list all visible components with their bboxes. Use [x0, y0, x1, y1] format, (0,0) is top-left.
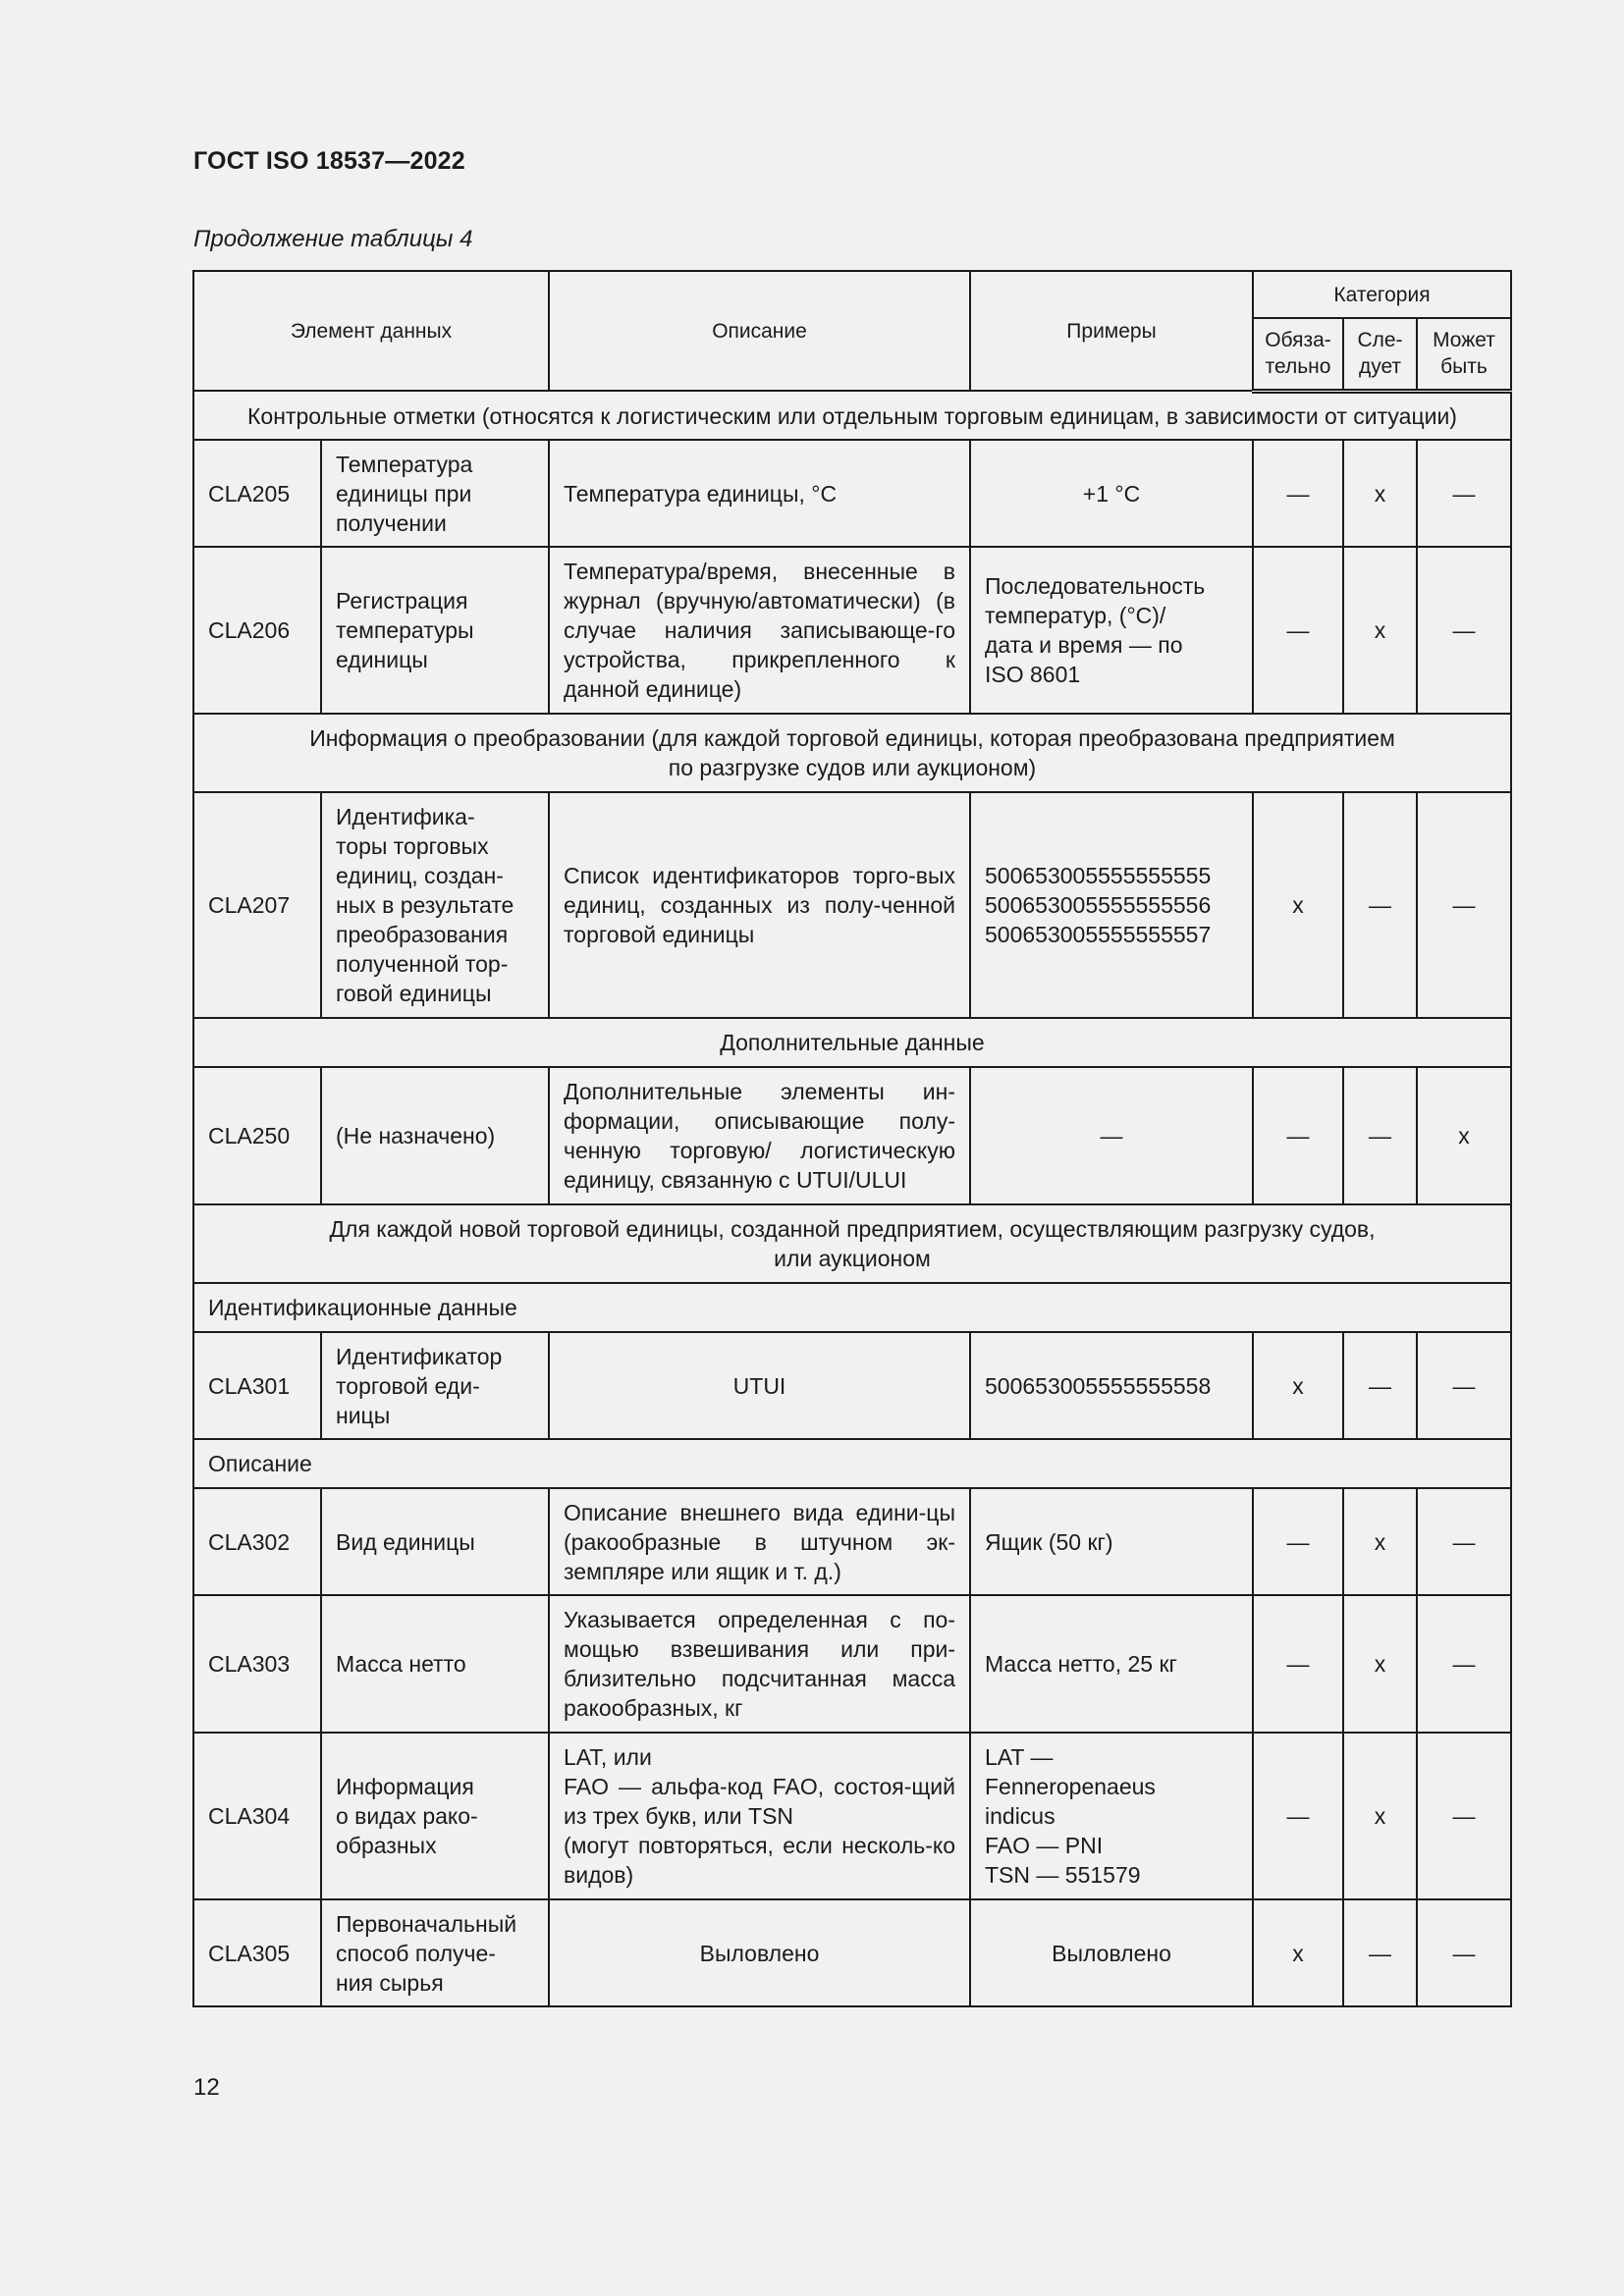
row-example: 500653005555555555 500653005555555556 500653005555555557 [970, 792, 1253, 1018]
row-mandatory: x [1253, 1332, 1343, 1439]
row-code: CLA250 [193, 1067, 321, 1204]
row-example: +1 °С [970, 440, 1253, 547]
table-row-cla304 [193, 1733, 1511, 1899]
row-should: x [1343, 1595, 1417, 1733]
row-mandatory: — [1253, 1595, 1343, 1733]
section-identification: Идентификационные данные [193, 1283, 1511, 1332]
row-name: Регистрация температуры единицы [321, 547, 549, 714]
section-row [193, 1204, 1511, 1283]
row-may: — [1417, 440, 1511, 547]
header-description: Описание [549, 271, 970, 391]
row-description: Выловлено [549, 1899, 970, 2006]
row-description: Список идентификаторов торго-вых единиц, созданных из полу-ченной торговой единицы [549, 792, 970, 1018]
row-name: Информация о видах рако- образных [321, 1733, 549, 1899]
table-row-cla205 [193, 440, 1511, 547]
row-mandatory: — [1253, 1488, 1343, 1595]
row-may: — [1417, 1488, 1511, 1595]
row-code: CLA205 [193, 440, 321, 547]
row-code: CLA305 [193, 1899, 321, 2006]
section-additional: Дополнительные данные [193, 1018, 1511, 1067]
header-examples: Примеры [970, 271, 1253, 391]
header-may: Может быть [1417, 318, 1511, 391]
row-code: CLA206 [193, 547, 321, 714]
row-name: Первоначальный способ получе- ния сырья [321, 1899, 549, 2006]
section-row [193, 391, 1511, 440]
row-example: LAT — Fenneropenaeus indicus FAO — PNI TSN — 551579 [970, 1733, 1253, 1899]
page-number: 12 [193, 2074, 220, 2101]
row-mandatory: x [1253, 792, 1343, 1018]
row-should: — [1343, 792, 1417, 1018]
header-mandatory: Обяза- тельно [1253, 318, 1343, 391]
row-name: Идентификатор торговой еди- ницы [321, 1332, 549, 1439]
header-category: Категория [1253, 271, 1511, 318]
header-element: Элемент данных [193, 271, 549, 391]
row-example: Ящик (50 кг) [970, 1488, 1253, 1595]
row-should: x [1343, 1488, 1417, 1595]
row-example: Последовательность температур, (°С)/ дата и время — по ISO 8601 [970, 547, 1253, 714]
row-mandatory: — [1253, 1733, 1343, 1899]
row-example: Масса нетто, 25 кг [970, 1595, 1253, 1733]
row-should: — [1343, 1899, 1417, 2006]
row-name: (Не назначено) [321, 1067, 549, 1204]
table-row-cla250 [193, 1067, 1511, 1204]
row-mandatory: x [1253, 1899, 1343, 2006]
row-description: UTUI [549, 1332, 970, 1439]
row-code: CLA302 [193, 1488, 321, 1595]
row-may: — [1417, 547, 1511, 714]
row-name: Вид единицы [321, 1488, 549, 1595]
section-new-unit: Для каждой новой торговой единицы, созданной предприятием, осуществляющим разгрузку судов, или аукционом [193, 1204, 1511, 1283]
section-row [193, 714, 1511, 792]
row-code: CLA207 [193, 792, 321, 1018]
row-should: x [1343, 1733, 1417, 1899]
section-row [193, 1439, 1511, 1488]
row-name: Масса нетто [321, 1595, 549, 1733]
row-mandatory: — [1253, 440, 1343, 547]
row-should: — [1343, 1067, 1417, 1204]
section-row [193, 1283, 1511, 1332]
row-description: Описание внешнего вида едини-цы (ракообразные в штучном эк-земпляре или ящик и т. д.) [549, 1488, 970, 1595]
row-may: x [1417, 1067, 1511, 1204]
row-description: Указывается определенная с по-мощью взвешивания или при-близительно подсчитанная масса ракообразных, кг [549, 1595, 970, 1733]
table-row-cla206 [193, 547, 1511, 714]
header-row [193, 271, 1511, 318]
table-row-cla303 [193, 1595, 1511, 1733]
row-example: Выловлено [970, 1899, 1253, 2006]
table-row-cla207 [193, 792, 1511, 1018]
table-row-cla301 [193, 1332, 1511, 1439]
row-code: CLA304 [193, 1733, 321, 1899]
row-description: Температура единицы, °С [549, 440, 970, 547]
row-should: — [1343, 1332, 1417, 1439]
data-elements-table [192, 270, 1512, 2007]
table-row-cla305 [193, 1899, 1511, 2006]
row-may: — [1417, 1595, 1511, 1733]
row-should: x [1343, 440, 1417, 547]
row-description: LAT, или FAO — альфа-код FAO, состоя-щий из трех букв, или TSN (могут повторяться, если несколь-ко видов) [549, 1733, 970, 1899]
row-example: 500653005555555558 [970, 1332, 1253, 1439]
row-should: x [1343, 547, 1417, 714]
row-description: Температура/время, внесенные в журнал (вручную/автоматически) (в случае наличия записывающе-го устройства, прикрепленного к данной единице) [549, 547, 970, 714]
row-description: Дополнительные элементы ин-формации, описывающие полу-ченную торговую/ логистическую единицу, связанную с UTUI/ULUI [549, 1067, 970, 1204]
row-code: CLA301 [193, 1332, 321, 1439]
header-should: Сле- дует [1343, 318, 1417, 391]
row-name: Идентифика- торы торговых единиц, создан- ных в результате преобразования полученной тор- говой единицы [321, 792, 549, 1018]
row-may: — [1417, 1332, 1511, 1439]
section-row [193, 1018, 1511, 1067]
section-transformation: Информация о преобразовании (для каждой торговой единицы, которая преобразована предприятием по разгрузке судов или аукционом) [193, 714, 1511, 792]
row-example: — [970, 1067, 1253, 1204]
row-may: — [1417, 792, 1511, 1018]
table-row-cla302 [193, 1488, 1511, 1595]
table-caption: Продолжение таблицы 4 [193, 226, 473, 252]
row-mandatory: — [1253, 1067, 1343, 1204]
row-mandatory: — [1253, 547, 1343, 714]
section-description: Описание [193, 1439, 1511, 1488]
row-name: Температура единицы при получении [321, 440, 549, 547]
row-code: CLA303 [193, 1595, 321, 1733]
document-header: ГОСТ ISO 18537—2022 [193, 147, 465, 175]
row-may: — [1417, 1733, 1511, 1899]
section-control-marks: Контрольные отметки (относятся к логистическим или отдельным торговым единицам, в зависимости от ситуации) [193, 391, 1511, 440]
row-may: — [1417, 1899, 1511, 2006]
